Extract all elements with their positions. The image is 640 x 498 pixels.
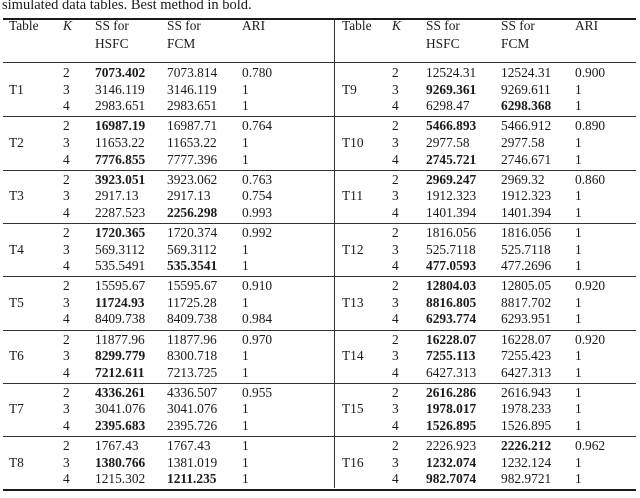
table-caption: simulated data tables. Best method in bold. bbox=[2, 0, 252, 13]
header-rule bbox=[3, 62, 636, 63]
group-separator bbox=[335, 170, 636, 171]
k-value: 3 bbox=[63, 134, 70, 150]
ss-hsfc-value: 2977.58 bbox=[426, 134, 470, 150]
ari-value: 0.910 bbox=[242, 278, 273, 294]
ari-value: 0.900 bbox=[575, 65, 606, 80]
ss-fcm-value: 16228.07 bbox=[501, 331, 552, 347]
ari-value: 0.920 bbox=[575, 331, 606, 347]
ss-fcm-value: 2969.32 bbox=[501, 171, 545, 187]
header-ss-hsfc: HSFC bbox=[95, 36, 129, 51]
table-id: T10 bbox=[342, 134, 364, 150]
k-value: 2 bbox=[392, 118, 399, 134]
group-separator bbox=[335, 330, 636, 331]
ss-fcm-value: 1526.895 bbox=[501, 418, 552, 433]
ss-fcm-value: 8817.702 bbox=[501, 294, 552, 310]
group-separator bbox=[3, 330, 334, 331]
k-value: 2 bbox=[63, 278, 70, 294]
ss-fcm-value: 1912.323 bbox=[501, 188, 552, 204]
k-value: 4 bbox=[63, 98, 70, 114]
header-k: K bbox=[392, 18, 401, 33]
ari-value: 0.970 bbox=[242, 331, 273, 347]
table-id: T1 bbox=[9, 81, 24, 97]
group-separator bbox=[3, 436, 334, 437]
k-value: 4 bbox=[392, 151, 399, 167]
ari-value: 0.754 bbox=[242, 188, 273, 204]
ari-value: 1 bbox=[575, 294, 582, 310]
ss-fcm-value: 1720.374 bbox=[167, 224, 218, 240]
ari-value: 1 bbox=[242, 418, 249, 433]
group-separator bbox=[335, 223, 636, 224]
table-id: T13 bbox=[342, 294, 364, 310]
table-id: T14 bbox=[342, 348, 364, 364]
header-ss-hsfc: SS for bbox=[426, 18, 460, 33]
ari-value: 0.764 bbox=[242, 118, 273, 134]
ss-hsfc-value: 1767.43 bbox=[95, 438, 139, 454]
ss-fcm-value: 4336.507 bbox=[167, 384, 218, 400]
ss-fcm-value: 569.3112 bbox=[167, 241, 217, 257]
k-value: 3 bbox=[392, 81, 399, 97]
k-value: 3 bbox=[392, 454, 399, 470]
ss-hsfc-value: 6293.774 bbox=[426, 311, 477, 327]
k-value: 3 bbox=[63, 81, 70, 97]
k-value: 4 bbox=[63, 364, 70, 380]
ss-fcm-value: 1767.43 bbox=[167, 438, 211, 454]
ss-hsfc-value: 3146.119 bbox=[95, 81, 145, 97]
group-separator bbox=[335, 436, 636, 437]
ss-fcm-value: 7255.423 bbox=[501, 348, 552, 364]
header-ss-fcm: SS for bbox=[167, 18, 201, 33]
k-value: 4 bbox=[392, 418, 399, 433]
ss-hsfc-value: 1912.323 bbox=[426, 188, 477, 204]
k-value: 3 bbox=[63, 401, 70, 417]
header-ss-hsfc: SS for bbox=[95, 18, 129, 33]
ss-fcm-value: 2256.298 bbox=[167, 204, 218, 220]
ss-hsfc-value: 2745.721 bbox=[426, 151, 477, 167]
ari-value: 1 bbox=[575, 134, 582, 150]
k-value: 3 bbox=[63, 454, 70, 470]
ss-fcm-value: 11877.96 bbox=[167, 331, 217, 347]
ari-value: 1 bbox=[575, 311, 582, 327]
header-ss-fcm: FCM bbox=[167, 36, 196, 51]
header-k: K bbox=[63, 18, 72, 33]
ari-value: 1 bbox=[242, 294, 249, 310]
ss-hsfc-value: 1978.017 bbox=[426, 401, 477, 417]
k-value: 4 bbox=[63, 311, 70, 327]
header-table: Table bbox=[9, 18, 39, 33]
ss-fcm-value: 1401.394 bbox=[501, 204, 552, 220]
k-value: 4 bbox=[392, 204, 399, 220]
table-id: T8 bbox=[9, 454, 24, 470]
ari-value: 1 bbox=[575, 471, 582, 487]
ss-fcm-value: 6293.951 bbox=[501, 311, 552, 327]
ss-hsfc-value: 7212.611 bbox=[95, 364, 145, 380]
ss-fcm-value: 8300.718 bbox=[167, 348, 218, 364]
ss-hsfc-value: 2917.13 bbox=[95, 188, 139, 204]
ss-fcm-value: 2746.671 bbox=[501, 151, 552, 167]
header-ss-hsfc: HSFC bbox=[426, 36, 460, 51]
ss-hsfc-value: 11877.96 bbox=[95, 331, 145, 347]
k-value: 4 bbox=[392, 258, 399, 274]
k-value: 4 bbox=[63, 258, 70, 274]
ss-hsfc-value: 1215.302 bbox=[95, 471, 146, 487]
ss-fcm-value: 5466.912 bbox=[501, 118, 552, 134]
table-id: T2 bbox=[9, 134, 24, 150]
k-value: 3 bbox=[63, 294, 70, 310]
ari-value: 1 bbox=[242, 81, 249, 97]
ari-value: 0.860 bbox=[575, 171, 606, 187]
ss-hsfc-value: 15595.67 bbox=[95, 278, 146, 294]
k-value: 4 bbox=[63, 204, 70, 220]
ari-value: 1 bbox=[575, 384, 582, 400]
ss-hsfc-value: 1720.365 bbox=[95, 224, 146, 240]
table-id: T7 bbox=[9, 401, 24, 417]
table-id: T12 bbox=[342, 241, 364, 257]
ss-hsfc-value: 1380.766 bbox=[95, 454, 146, 470]
ss-hsfc-value: 8409.738 bbox=[95, 311, 146, 327]
table-id: T11 bbox=[342, 188, 364, 204]
ari-value: 1 bbox=[575, 81, 582, 97]
ss-hsfc-value: 2969.247 bbox=[426, 171, 477, 187]
k-value: 3 bbox=[392, 188, 399, 204]
ss-hsfc-value: 6298.47 bbox=[426, 98, 470, 114]
k-value: 3 bbox=[392, 134, 399, 150]
ss-fcm-value: 1211.235 bbox=[167, 471, 217, 487]
ss-hsfc-value: 11724.93 bbox=[95, 294, 145, 310]
ari-value: 1 bbox=[242, 134, 249, 150]
ss-hsfc-value: 1816.056 bbox=[426, 224, 477, 240]
ss-hsfc-value: 7255.113 bbox=[426, 348, 476, 364]
ss-fcm-value: 2917.13 bbox=[167, 188, 211, 204]
group-separator bbox=[335, 116, 636, 117]
ss-hsfc-value: 2226.923 bbox=[426, 438, 477, 454]
ss-fcm-value: 6298.368 bbox=[501, 98, 552, 114]
ss-hsfc-value: 982.7074 bbox=[426, 471, 477, 487]
ari-value: 1 bbox=[575, 418, 582, 433]
ss-hsfc-value: 8816.805 bbox=[426, 294, 477, 310]
ss-fcm-value: 7777.396 bbox=[167, 151, 218, 167]
ari-value: 1 bbox=[242, 241, 249, 257]
group-separator bbox=[335, 276, 636, 277]
k-value: 2 bbox=[63, 118, 70, 134]
k-value: 2 bbox=[63, 65, 70, 80]
ari-value: 1 bbox=[242, 401, 249, 417]
ari-value: 1 bbox=[242, 454, 249, 470]
ari-value: 1 bbox=[242, 438, 249, 454]
ss-hsfc-value: 2983.651 bbox=[95, 98, 146, 114]
ari-value: 0.763 bbox=[242, 171, 273, 187]
ss-hsfc-value: 6427.313 bbox=[426, 364, 477, 380]
k-value: 3 bbox=[392, 241, 399, 257]
group-separator bbox=[3, 116, 334, 117]
header-table: Table bbox=[342, 18, 372, 33]
ss-hsfc-value: 3923.051 bbox=[95, 171, 146, 187]
ss-fcm-value: 3923.062 bbox=[167, 171, 218, 187]
table-id: T5 bbox=[9, 294, 24, 310]
k-value: 3 bbox=[392, 401, 399, 417]
ss-fcm-value: 3146.119 bbox=[167, 81, 217, 97]
ari-value: 0.920 bbox=[575, 278, 606, 294]
ari-value: 1 bbox=[242, 471, 249, 487]
k-value: 2 bbox=[392, 331, 399, 347]
k-value: 4 bbox=[392, 364, 399, 380]
table-id: T15 bbox=[342, 401, 364, 417]
ss-fcm-value: 982.9721 bbox=[501, 471, 552, 487]
ss-hsfc-value: 1401.394 bbox=[426, 204, 477, 220]
ss-hsfc-value: 2616.286 bbox=[426, 384, 477, 400]
k-value: 2 bbox=[392, 65, 399, 80]
header-ari: ARI bbox=[242, 18, 266, 33]
group-separator bbox=[3, 383, 334, 384]
ss-fcm-value: 3041.076 bbox=[167, 401, 218, 417]
ss-fcm-value: 477.2696 bbox=[501, 258, 552, 274]
k-value: 2 bbox=[63, 171, 70, 187]
ari-value: 0.993 bbox=[242, 204, 273, 220]
k-value: 4 bbox=[392, 311, 399, 327]
ari-value: 1 bbox=[575, 241, 582, 257]
ss-fcm-value: 535.3541 bbox=[167, 258, 218, 274]
ari-value: 1 bbox=[575, 188, 582, 204]
ss-fcm-value: 9269.611 bbox=[501, 81, 551, 97]
ss-hsfc-value: 569.3112 bbox=[95, 241, 145, 257]
ari-value: 0.992 bbox=[242, 224, 273, 240]
k-value: 3 bbox=[63, 348, 70, 364]
ari-value: 1 bbox=[575, 204, 582, 220]
group-separator bbox=[3, 223, 334, 224]
header-ss-fcm: SS for bbox=[501, 18, 535, 33]
table-id: T6 bbox=[9, 348, 24, 364]
ss-fcm-value: 6427.313 bbox=[501, 364, 552, 380]
k-value: 4 bbox=[392, 98, 399, 114]
ss-fcm-value: 1381.019 bbox=[167, 454, 218, 470]
k-value: 4 bbox=[63, 151, 70, 167]
k-value: 3 bbox=[392, 348, 399, 364]
table-id: T3 bbox=[9, 188, 24, 204]
ss-fcm-value: 1232.124 bbox=[501, 454, 552, 470]
table-id: T4 bbox=[9, 241, 24, 257]
group-separator bbox=[3, 276, 334, 277]
k-value: 4 bbox=[63, 418, 70, 433]
group-separator bbox=[335, 383, 636, 384]
ari-value: 1 bbox=[575, 98, 582, 114]
ari-value: 1 bbox=[575, 401, 582, 417]
ss-hsfc-value: 7776.855 bbox=[95, 151, 146, 167]
ss-fcm-value: 525.7118 bbox=[501, 241, 551, 257]
ss-hsfc-value: 477.0593 bbox=[426, 258, 477, 274]
ss-hsfc-value: 8299.779 bbox=[95, 348, 146, 364]
k-value: 2 bbox=[63, 224, 70, 240]
ss-hsfc-value: 1232.074 bbox=[426, 454, 477, 470]
ss-fcm-value: 11653.22 bbox=[167, 134, 217, 150]
ss-hsfc-value: 9269.361 bbox=[426, 81, 477, 97]
ss-fcm-value: 11725.28 bbox=[167, 294, 217, 310]
ss-fcm-value: 2395.726 bbox=[167, 418, 218, 433]
ari-value: 1 bbox=[242, 98, 249, 114]
k-value: 4 bbox=[63, 471, 70, 487]
ari-value: 1 bbox=[242, 364, 249, 380]
ss-hsfc-value: 16228.07 bbox=[426, 331, 477, 347]
k-value: 4 bbox=[392, 471, 399, 487]
ari-value: 0.984 bbox=[242, 311, 273, 327]
ari-value: 0.962 bbox=[575, 438, 606, 454]
ss-hsfc-value: 4336.261 bbox=[95, 384, 146, 400]
ss-fcm-value: 1978.233 bbox=[501, 401, 552, 417]
ari-value: 1 bbox=[575, 364, 582, 380]
header-ari: ARI bbox=[575, 18, 599, 33]
column-separator bbox=[334, 18, 335, 488]
k-value: 3 bbox=[63, 188, 70, 204]
ari-value: 1 bbox=[242, 348, 249, 364]
k-value: 2 bbox=[392, 171, 399, 187]
ss-hsfc-value: 12804.03 bbox=[426, 278, 477, 294]
ari-value: 1 bbox=[575, 224, 582, 240]
ss-fcm-value: 8409.738 bbox=[167, 311, 218, 327]
ari-value: 1 bbox=[575, 258, 582, 274]
ss-hsfc-value: 2287.523 bbox=[95, 204, 146, 220]
ss-hsfc-value: 1526.895 bbox=[426, 418, 477, 433]
k-value: 2 bbox=[392, 278, 399, 294]
ari-value: 0.955 bbox=[242, 384, 273, 400]
ss-fcm-value: 2616.943 bbox=[501, 384, 552, 400]
k-value: 3 bbox=[392, 294, 399, 310]
ari-value: 1 bbox=[575, 151, 582, 167]
ss-hsfc-value: 2395.683 bbox=[95, 418, 146, 433]
ss-hsfc-value: 5466.893 bbox=[426, 118, 477, 134]
ss-fcm-value: 2226.212 bbox=[501, 438, 552, 454]
ss-fcm-value: 2983.651 bbox=[167, 98, 218, 114]
k-value: 2 bbox=[63, 438, 70, 454]
k-value: 2 bbox=[392, 384, 399, 400]
ss-fcm-value: 15595.67 bbox=[167, 278, 218, 294]
ss-hsfc-value: 12524.31 bbox=[426, 65, 477, 80]
ss-hsfc-value: 11653.22 bbox=[95, 134, 145, 150]
ss-hsfc-value: 7073.402 bbox=[95, 65, 146, 80]
group-separator bbox=[3, 170, 334, 171]
ss-fcm-value: 1816.056 bbox=[501, 224, 552, 240]
table-id: T16 bbox=[342, 454, 364, 470]
ss-fcm-value: 16987.71 bbox=[167, 118, 218, 134]
bottom-rule bbox=[3, 489, 636, 491]
ari-value: 0.890 bbox=[575, 118, 606, 134]
k-value: 3 bbox=[63, 241, 70, 257]
ari-value: 1 bbox=[242, 151, 249, 167]
k-value: 2 bbox=[392, 224, 399, 240]
ss-fcm-value: 7073.814 bbox=[167, 65, 218, 80]
ss-fcm-value: 12524.31 bbox=[501, 65, 552, 80]
ss-hsfc-value: 3041.076 bbox=[95, 401, 146, 417]
ss-fcm-value: 12805.05 bbox=[501, 278, 552, 294]
ari-value: 1 bbox=[242, 258, 249, 274]
k-value: 2 bbox=[63, 384, 70, 400]
ss-hsfc-value: 535.5491 bbox=[95, 258, 146, 274]
ss-hsfc-value: 525.7118 bbox=[426, 241, 476, 257]
table-id: T9 bbox=[342, 81, 357, 97]
ss-fcm-value: 7213.725 bbox=[167, 364, 218, 380]
ari-value: 1 bbox=[575, 454, 582, 470]
header-ss-fcm: FCM bbox=[501, 36, 530, 51]
ss-fcm-value: 2977.58 bbox=[501, 134, 545, 150]
ari-value: 1 bbox=[575, 348, 582, 364]
k-value: 2 bbox=[63, 331, 70, 347]
k-value: 2 bbox=[392, 438, 399, 454]
ari-value: 0.780 bbox=[242, 65, 273, 80]
ss-hsfc-value: 16987.19 bbox=[95, 118, 146, 134]
